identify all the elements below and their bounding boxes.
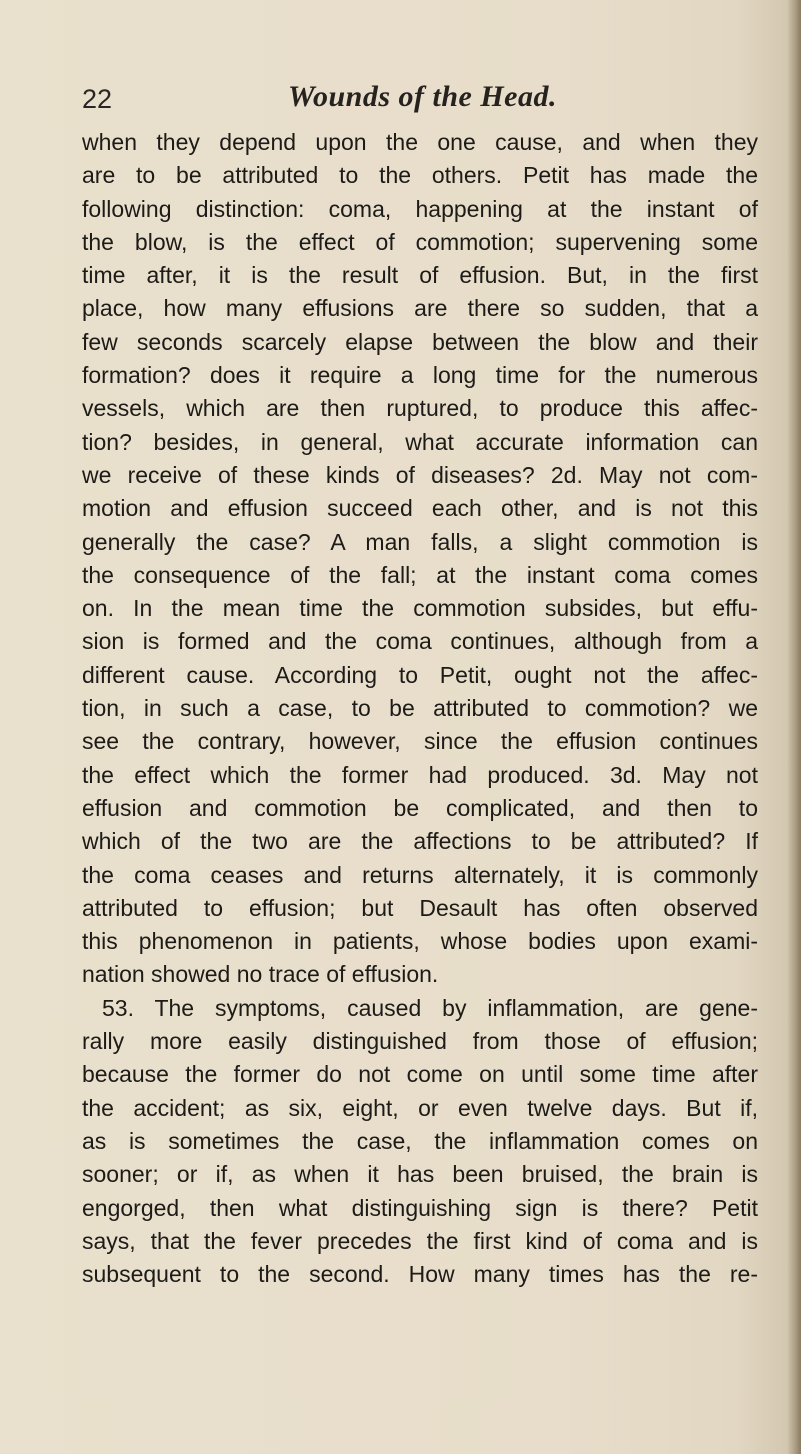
text-line: generally the case? A man falls, a slight commotion is <box>82 528 758 555</box>
text-line: when they depend upon the one cause, and when they <box>82 129 758 155</box>
text-line: sooner; or if, as when it has been bruised, the brain is <box>82 1161 758 1188</box>
text-line: the coma ceases and returns alternately, it is commonly <box>82 861 758 888</box>
text-line: nation showed no trace of effusion. <box>82 961 439 988</box>
text-line: on. In the mean time the commotion subsides, but effu- <box>82 595 758 622</box>
running-head: Wounds of the Head. <box>288 80 557 113</box>
page-number: 22 <box>82 84 113 114</box>
text-line: formation? does it require a long time for the numerous <box>82 362 758 389</box>
text-line: because the former do not come on until some time after <box>82 1061 758 1088</box>
text-line: see the contrary, however, since the effusion continues <box>82 728 758 755</box>
text-line: motion and effusion succeed each other, and is not this <box>82 495 758 522</box>
text-line: place, how many effusions are there so sudden, that a <box>82 295 758 322</box>
text-line: following distinction: coma, happening at the instant of <box>82 195 758 222</box>
text-line: subsequent to the second. How many times has the re- <box>82 1261 758 1288</box>
text-line: sion is formed and the coma continues, although from a <box>82 628 758 655</box>
text-line: tion, in such a case, to be attributed to commotion? we <box>82 695 758 722</box>
text-line: which of the two are the affections to be attributed? If <box>82 828 758 855</box>
text-line: engorged, then what distinguishing sign is there? Petit <box>82 1194 758 1221</box>
text-line: this phenomenon in patients, whose bodies upon exami- <box>82 928 758 955</box>
text-line: different cause. According to Petit, ought not the affec- <box>82 661 758 688</box>
page-edge-shadow <box>787 0 801 1454</box>
page-header <box>82 80 762 120</box>
text-line: the blow, is the effect of commotion; supervening some <box>82 228 758 255</box>
text-line: tion? besides, in general, what accurate information can <box>82 428 758 455</box>
text-line: rally more easily distinguished from those of effusion; <box>82 1028 758 1055</box>
paragraph-start-line: 53. The symptoms, caused by inflammation, are gene- <box>102 994 758 1021</box>
text-line: as is sometimes the case, the inflammation comes on <box>82 1127 758 1154</box>
text-line: effusion and commotion be complicated, and then to <box>82 794 758 821</box>
text-line: few seconds scarcely elapse between the blow and their <box>82 328 758 355</box>
text-line: are to be attributed to the others. Petit has made the <box>82 162 758 189</box>
body-text <box>82 126 758 1291</box>
text-line: the consequence of the fall; at the instant coma comes <box>82 561 758 588</box>
text-line: time after, it is the result of effusion. But, in the first <box>82 262 758 289</box>
text-line: we receive of these kinds of diseases? 2d. May not com- <box>82 461 758 488</box>
text-line: the accident; as six, eight, or even twelve days. But if, <box>82 1094 758 1121</box>
text-line: vessels, which are then ruptured, to produce this affec- <box>82 395 758 422</box>
text-line: attributed to effusion; but Desault has often observed <box>82 894 758 921</box>
text-line: says, that the fever precedes the first kind of coma and is <box>82 1227 758 1254</box>
text-line: the effect which the former had produced. 3d. May not <box>82 761 758 788</box>
